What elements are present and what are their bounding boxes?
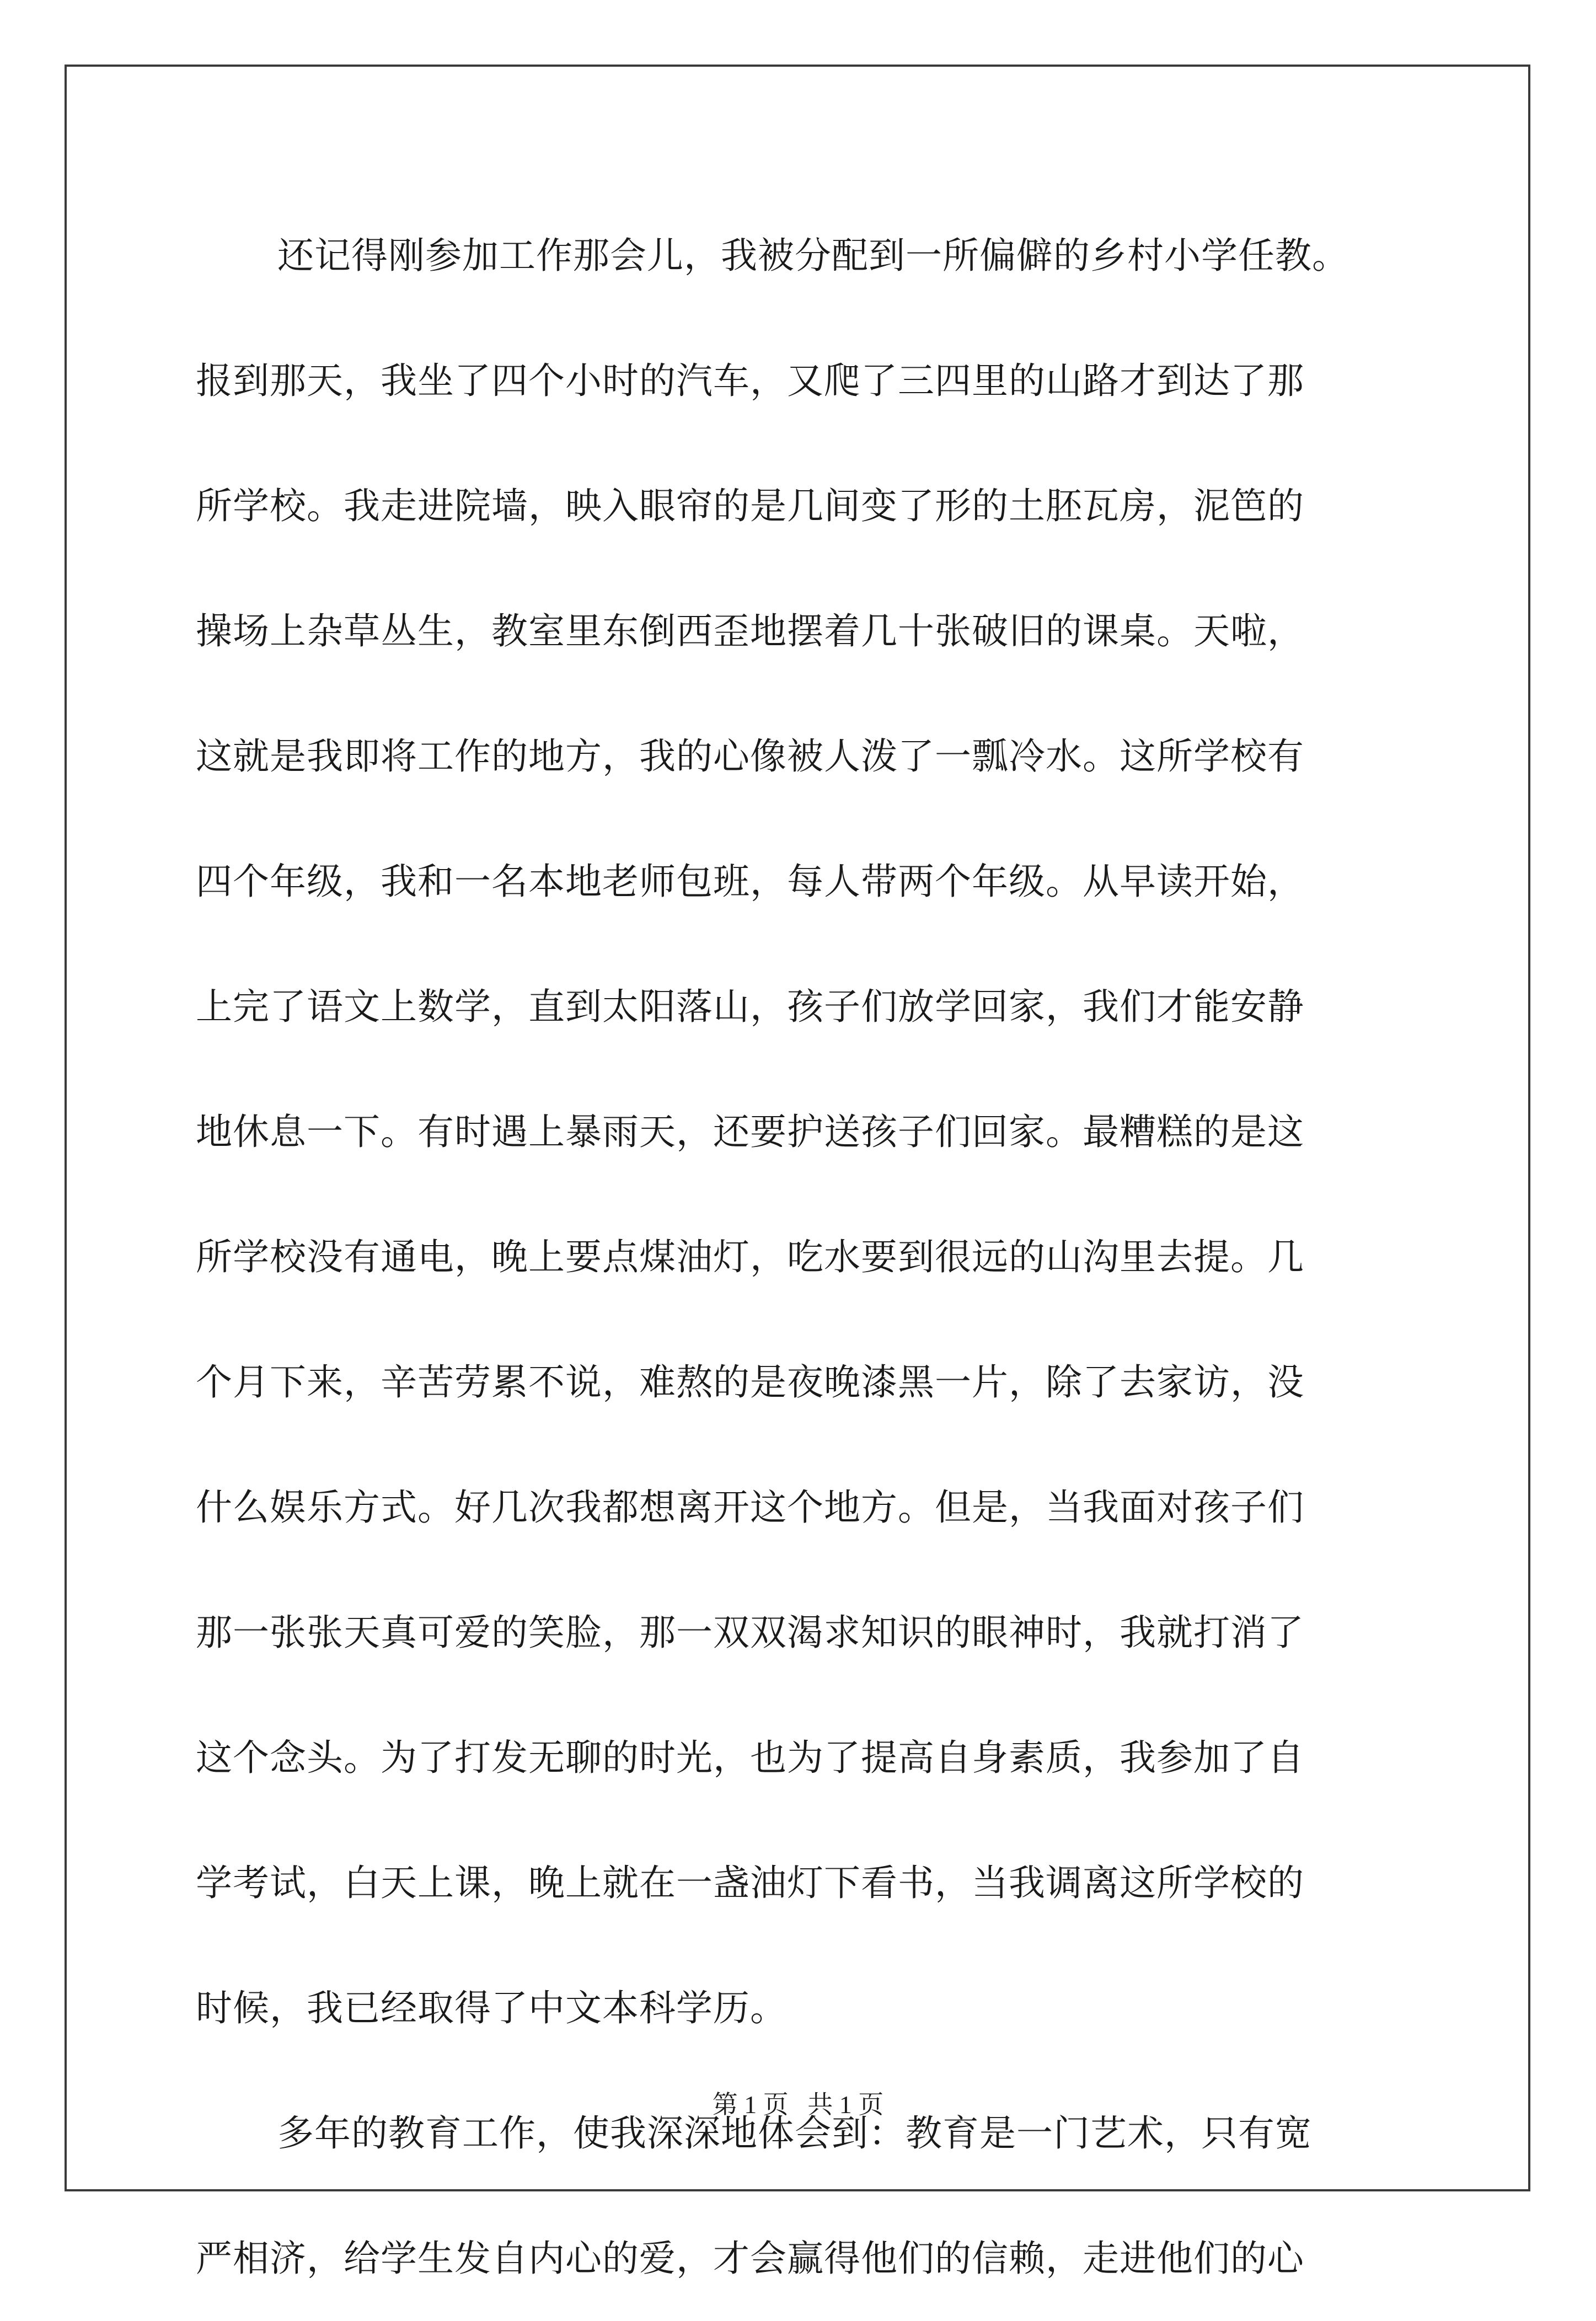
text-line: 时候，我已经取得了中文本科学历。: [196, 1987, 787, 2029]
text-line: 那一张张天真可爱的笑脸，那一双双渴求知识的眼神时，我就打消了: [196, 1611, 1304, 1654]
text-line: 报到那天，我坐了四个小时的汽车，又爬了三四里的山路才到达了那: [196, 360, 1304, 402]
text-line: 这个念头。为了打发无聊的时光，也为了提高自身素质，我参加了自: [196, 1736, 1304, 1779]
text-line: 所学校没有通电，晚上要点煤油灯，吃水要到很远的山沟里去提。几: [196, 1236, 1304, 1278]
text-line: 四个年级，我和一名本地老师包班，每人带两个年级。从早读开始，: [196, 860, 1304, 903]
text-line: 操场上杂草丛生，教室里东倒西歪地摆着几十张破旧的课桌。天啦，: [196, 610, 1304, 652]
text-line: 还记得刚参加工作那会儿，我被分配到一所偏僻的乡村小学任教。: [277, 234, 1349, 277]
text-line: 什么娱乐方式。好几次我都想离开这个地方。但是，当我面对孩子们: [196, 1486, 1304, 1529]
text-line: 这就是我即将工作的地方，我的心像被人泼了一瓢冷水。这所学校有: [196, 735, 1304, 778]
text-line: 个月下来，辛苦劳累不说，难熬的是夜晚漆黑一片，除了去家访，没: [196, 1361, 1304, 1403]
text-line: 严相济，给学生发自内心的爱，才会赢得他们的信赖，走进他们的心: [196, 2237, 1304, 2280]
document-body: [196, 193, 1406, 2321]
text-line: 上完了语文上数学，直到太阳落山，孩子们放学回家，我们才能安静: [196, 985, 1304, 1028]
text-line: 所学校。我走进院墙，映入眼帘的是几间变了形的土胚瓦房，泥笆的: [196, 485, 1304, 527]
text-line: 地休息一下。有时遇上暴雨天，还要护送孩子们回家。最糟糕的是这: [196, 1111, 1304, 1153]
text-line: 学考试，白天上课，晚上就在一盏油灯下看书，当我调离这所学校的: [196, 1862, 1304, 1904]
text-line: 多年的教育工作，使我深深地体会到：教育是一门艺术，只有宽: [277, 2112, 1312, 2154]
page-number-footer: 第 1 页 共 1 页: [712, 2090, 884, 2119]
